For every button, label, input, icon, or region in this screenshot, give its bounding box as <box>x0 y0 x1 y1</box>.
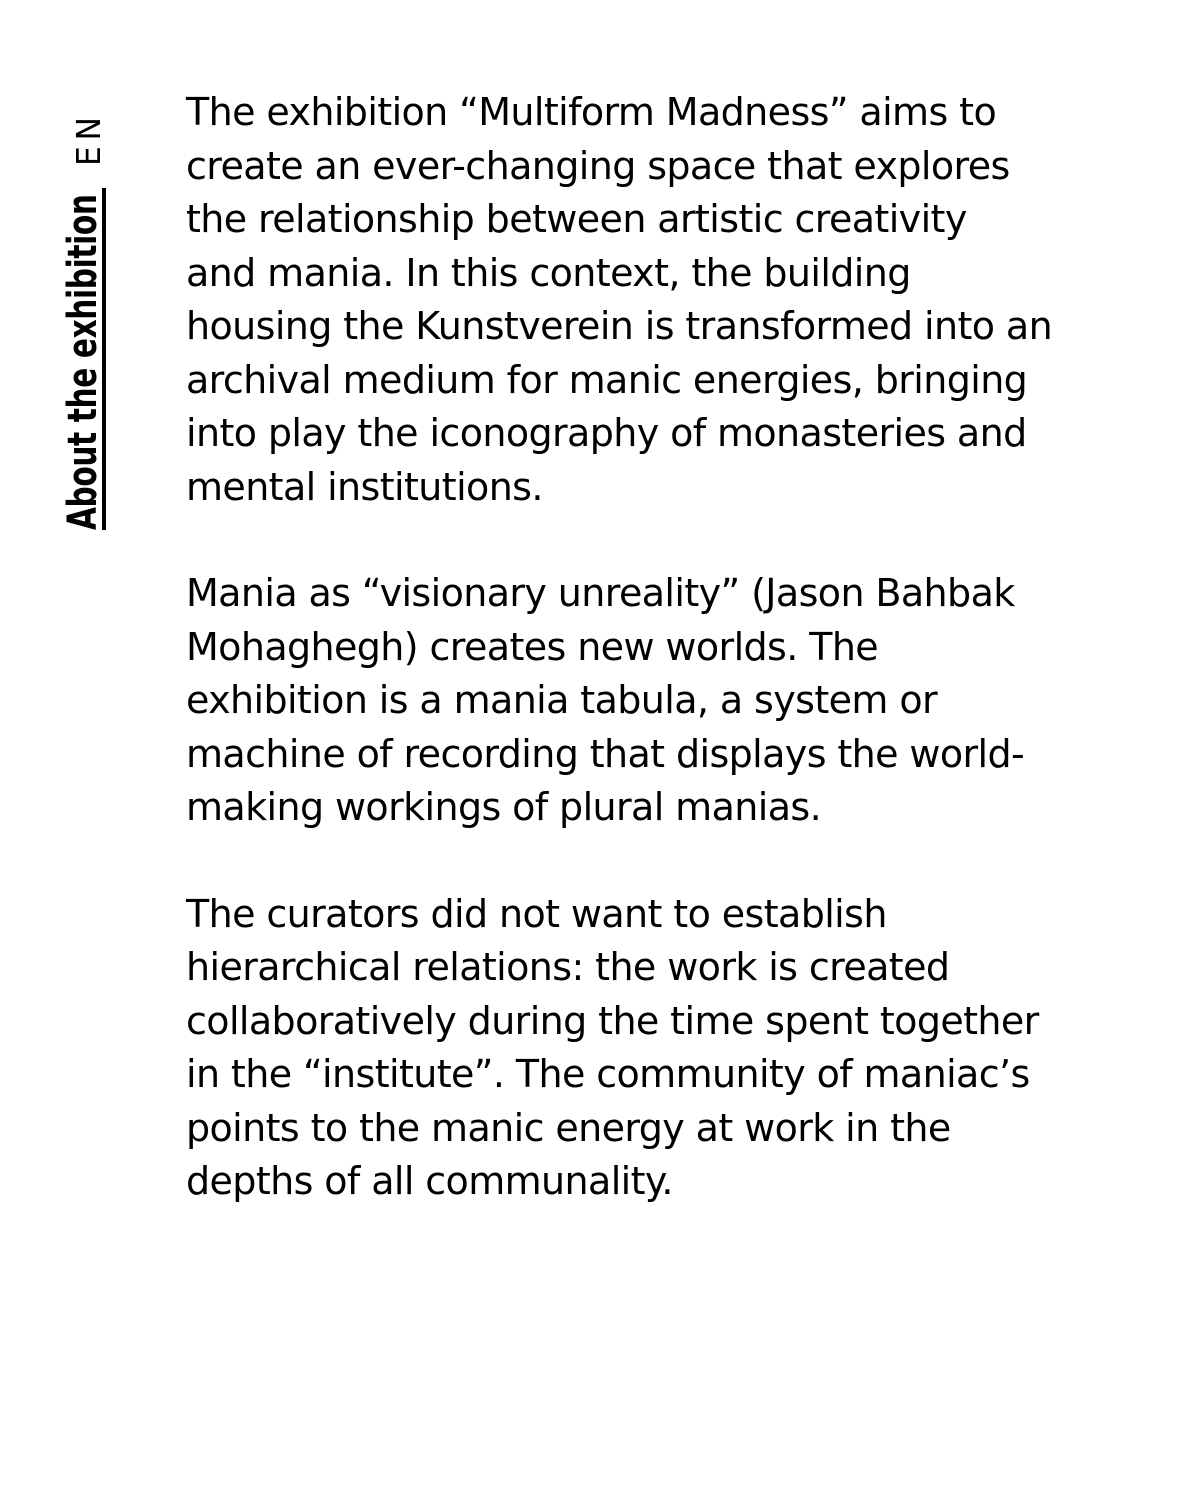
paragraph-3: The curators did not want to establish hierarchical relations: the work is created collaboratively during the time spent together in the “institute”. The community of maniac’s points to the manic energy at work in the depths of all communality. <box>186 891 1039 1203</box>
language-label-text: EN <box>69 111 108 166</box>
section-heading-wrapper <box>60 188 106 530</box>
section-heading-text: About the exhibition <box>60 194 106 530</box>
section-heading <box>60 188 106 530</box>
sidebar <box>0 0 140 600</box>
paragraph-1: The exhibition “Multiform Madness” aims to create an ever-changing space that explores the relationship between artistic creativity and mania. In this context, the building housing the Kunstverein is transformed into an archival medium for manic energies, bringing into play the iconography of monasteries and mental institutions. <box>186 90 1053 509</box>
article-body <box>186 86 1156 1262</box>
language-label <box>69 100 108 166</box>
language-label-wrapper <box>69 100 108 166</box>
paragraph-2: Mania as “visionary unreality” (Jason Bahbak Mohaghegh) creates new worlds. The exhibition is a mania tabula, a system or machine of recording that displays the world- making workings of plural manias. <box>186 571 1025 829</box>
